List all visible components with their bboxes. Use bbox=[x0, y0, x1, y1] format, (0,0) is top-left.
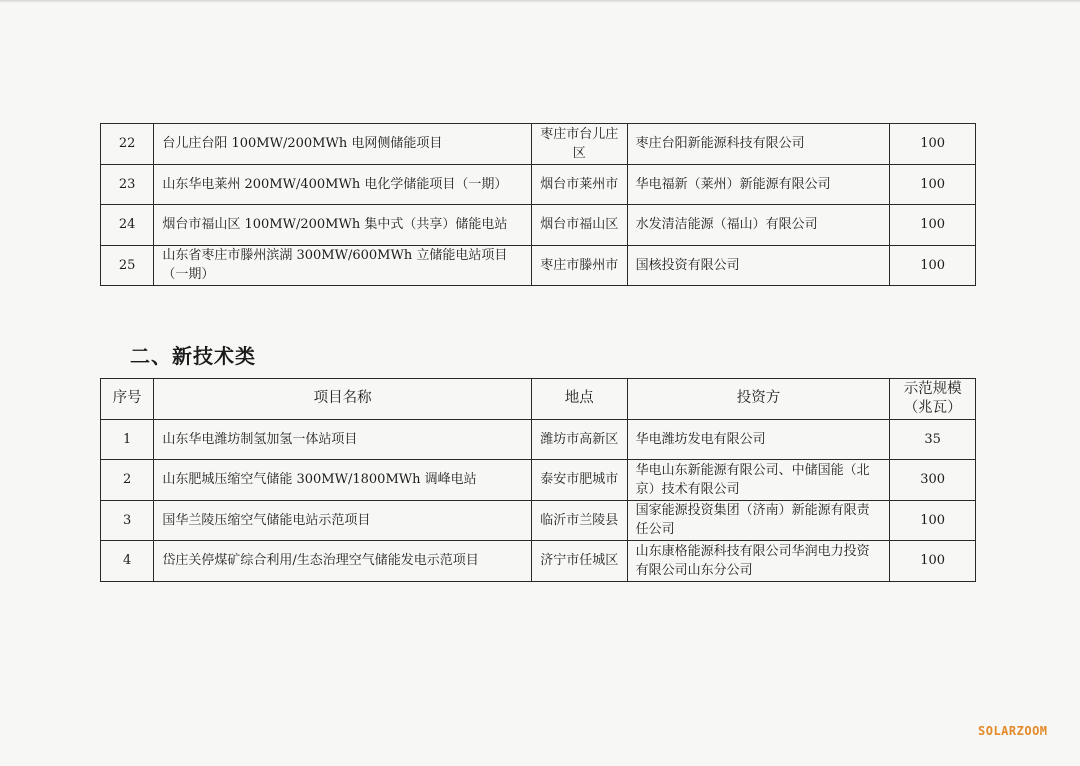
investor: 山东康格能源科技有限公司华润电力投资有限公司山东分公司 bbox=[627, 541, 890, 582]
energy-storage-projects-table-continued bbox=[100, 123, 976, 286]
project-location: 临沂市兰陵县 bbox=[531, 500, 627, 541]
investor: 国核投资有限公司 bbox=[627, 245, 890, 286]
investor: 国家能源投资集团（济南）新能源有限责任公司 bbox=[627, 500, 890, 541]
scale: 100 bbox=[890, 245, 976, 286]
row-number: 23 bbox=[101, 164, 154, 205]
investor: 华电潍坊发电有限公司 bbox=[627, 419, 890, 460]
header-scale: 示范规模（兆瓦） bbox=[890, 379, 976, 420]
project-name: 山东华电莱州 200MW/400MWh 电化学储能项目（一期） bbox=[154, 164, 532, 205]
scale: 100 bbox=[890, 124, 976, 165]
scale: 100 bbox=[890, 164, 976, 205]
investor: 水发清洁能源（福山）有限公司 bbox=[627, 205, 890, 246]
table-row bbox=[101, 419, 976, 460]
project-location: 枣庄市滕州市 bbox=[531, 245, 627, 286]
table-row bbox=[101, 205, 976, 246]
investor: 华电福新（莱州）新能源有限公司 bbox=[627, 164, 890, 205]
row-number: 25 bbox=[101, 245, 154, 286]
scale: 35 bbox=[890, 419, 976, 460]
row-number: 1 bbox=[101, 419, 154, 460]
scale: 100 bbox=[890, 205, 976, 246]
row-number: 4 bbox=[101, 541, 154, 582]
table-row bbox=[101, 245, 976, 286]
project-location: 泰安市肥城市 bbox=[531, 460, 627, 501]
table-row bbox=[101, 164, 976, 205]
project-name: 山东省枣庄市滕州滨湖 300MW/600MWh 立储能电站项目（一期） bbox=[154, 245, 532, 286]
header-investor: 投资方 bbox=[627, 379, 890, 420]
row-number: 3 bbox=[101, 500, 154, 541]
table-row bbox=[101, 541, 976, 582]
project-name: 台儿庄台阳 100MW/200MWh 电网侧储能项目 bbox=[154, 124, 532, 165]
project-name: 山东肥城压缩空气储能 300MW/1800MWh 调峰电站 bbox=[154, 460, 532, 501]
table-row bbox=[101, 500, 976, 541]
project-name: 山东华电潍坊制氢加氢一体站项目 bbox=[154, 419, 532, 460]
row-number: 24 bbox=[101, 205, 154, 246]
header-project-name: 项目名称 bbox=[154, 379, 532, 420]
project-location: 烟台市福山区 bbox=[531, 205, 627, 246]
project-name: 岱庄关停煤矿综合利用/生态治理空气储能发电示范项目 bbox=[154, 541, 532, 582]
solarzoom-watermark: SOLARZOOM bbox=[978, 724, 1048, 738]
scale: 100 bbox=[890, 541, 976, 582]
project-name: 烟台市福山区 100MW/200MWh 集中式（共享）储能电站 bbox=[154, 205, 532, 246]
section-heading: 二、新技术类 bbox=[130, 344, 256, 368]
scale: 100 bbox=[890, 500, 976, 541]
project-name: 国华兰陵压缩空气储能电站示范项目 bbox=[154, 500, 532, 541]
project-location: 潍坊市高新区 bbox=[531, 419, 627, 460]
page-top-edge bbox=[0, 0, 1080, 3]
investor: 枣庄台阳新能源科技有限公司 bbox=[627, 124, 890, 165]
table-header-row bbox=[101, 379, 976, 420]
row-number: 2 bbox=[101, 460, 154, 501]
project-location: 济宁市任城区 bbox=[531, 541, 627, 582]
header-number: 序号 bbox=[101, 379, 154, 420]
investor: 华电山东新能源有限公司、中储国能（北京）技术有限公司 bbox=[627, 460, 890, 501]
new-technology-projects-table bbox=[100, 378, 976, 582]
scale: 300 bbox=[890, 460, 976, 501]
project-location: 烟台市莱州市 bbox=[531, 164, 627, 205]
table-row bbox=[101, 460, 976, 501]
header-location: 地点 bbox=[531, 379, 627, 420]
row-number: 22 bbox=[101, 124, 154, 165]
project-location: 枣庄市台儿庄区 bbox=[531, 124, 627, 165]
table-row bbox=[101, 124, 976, 165]
